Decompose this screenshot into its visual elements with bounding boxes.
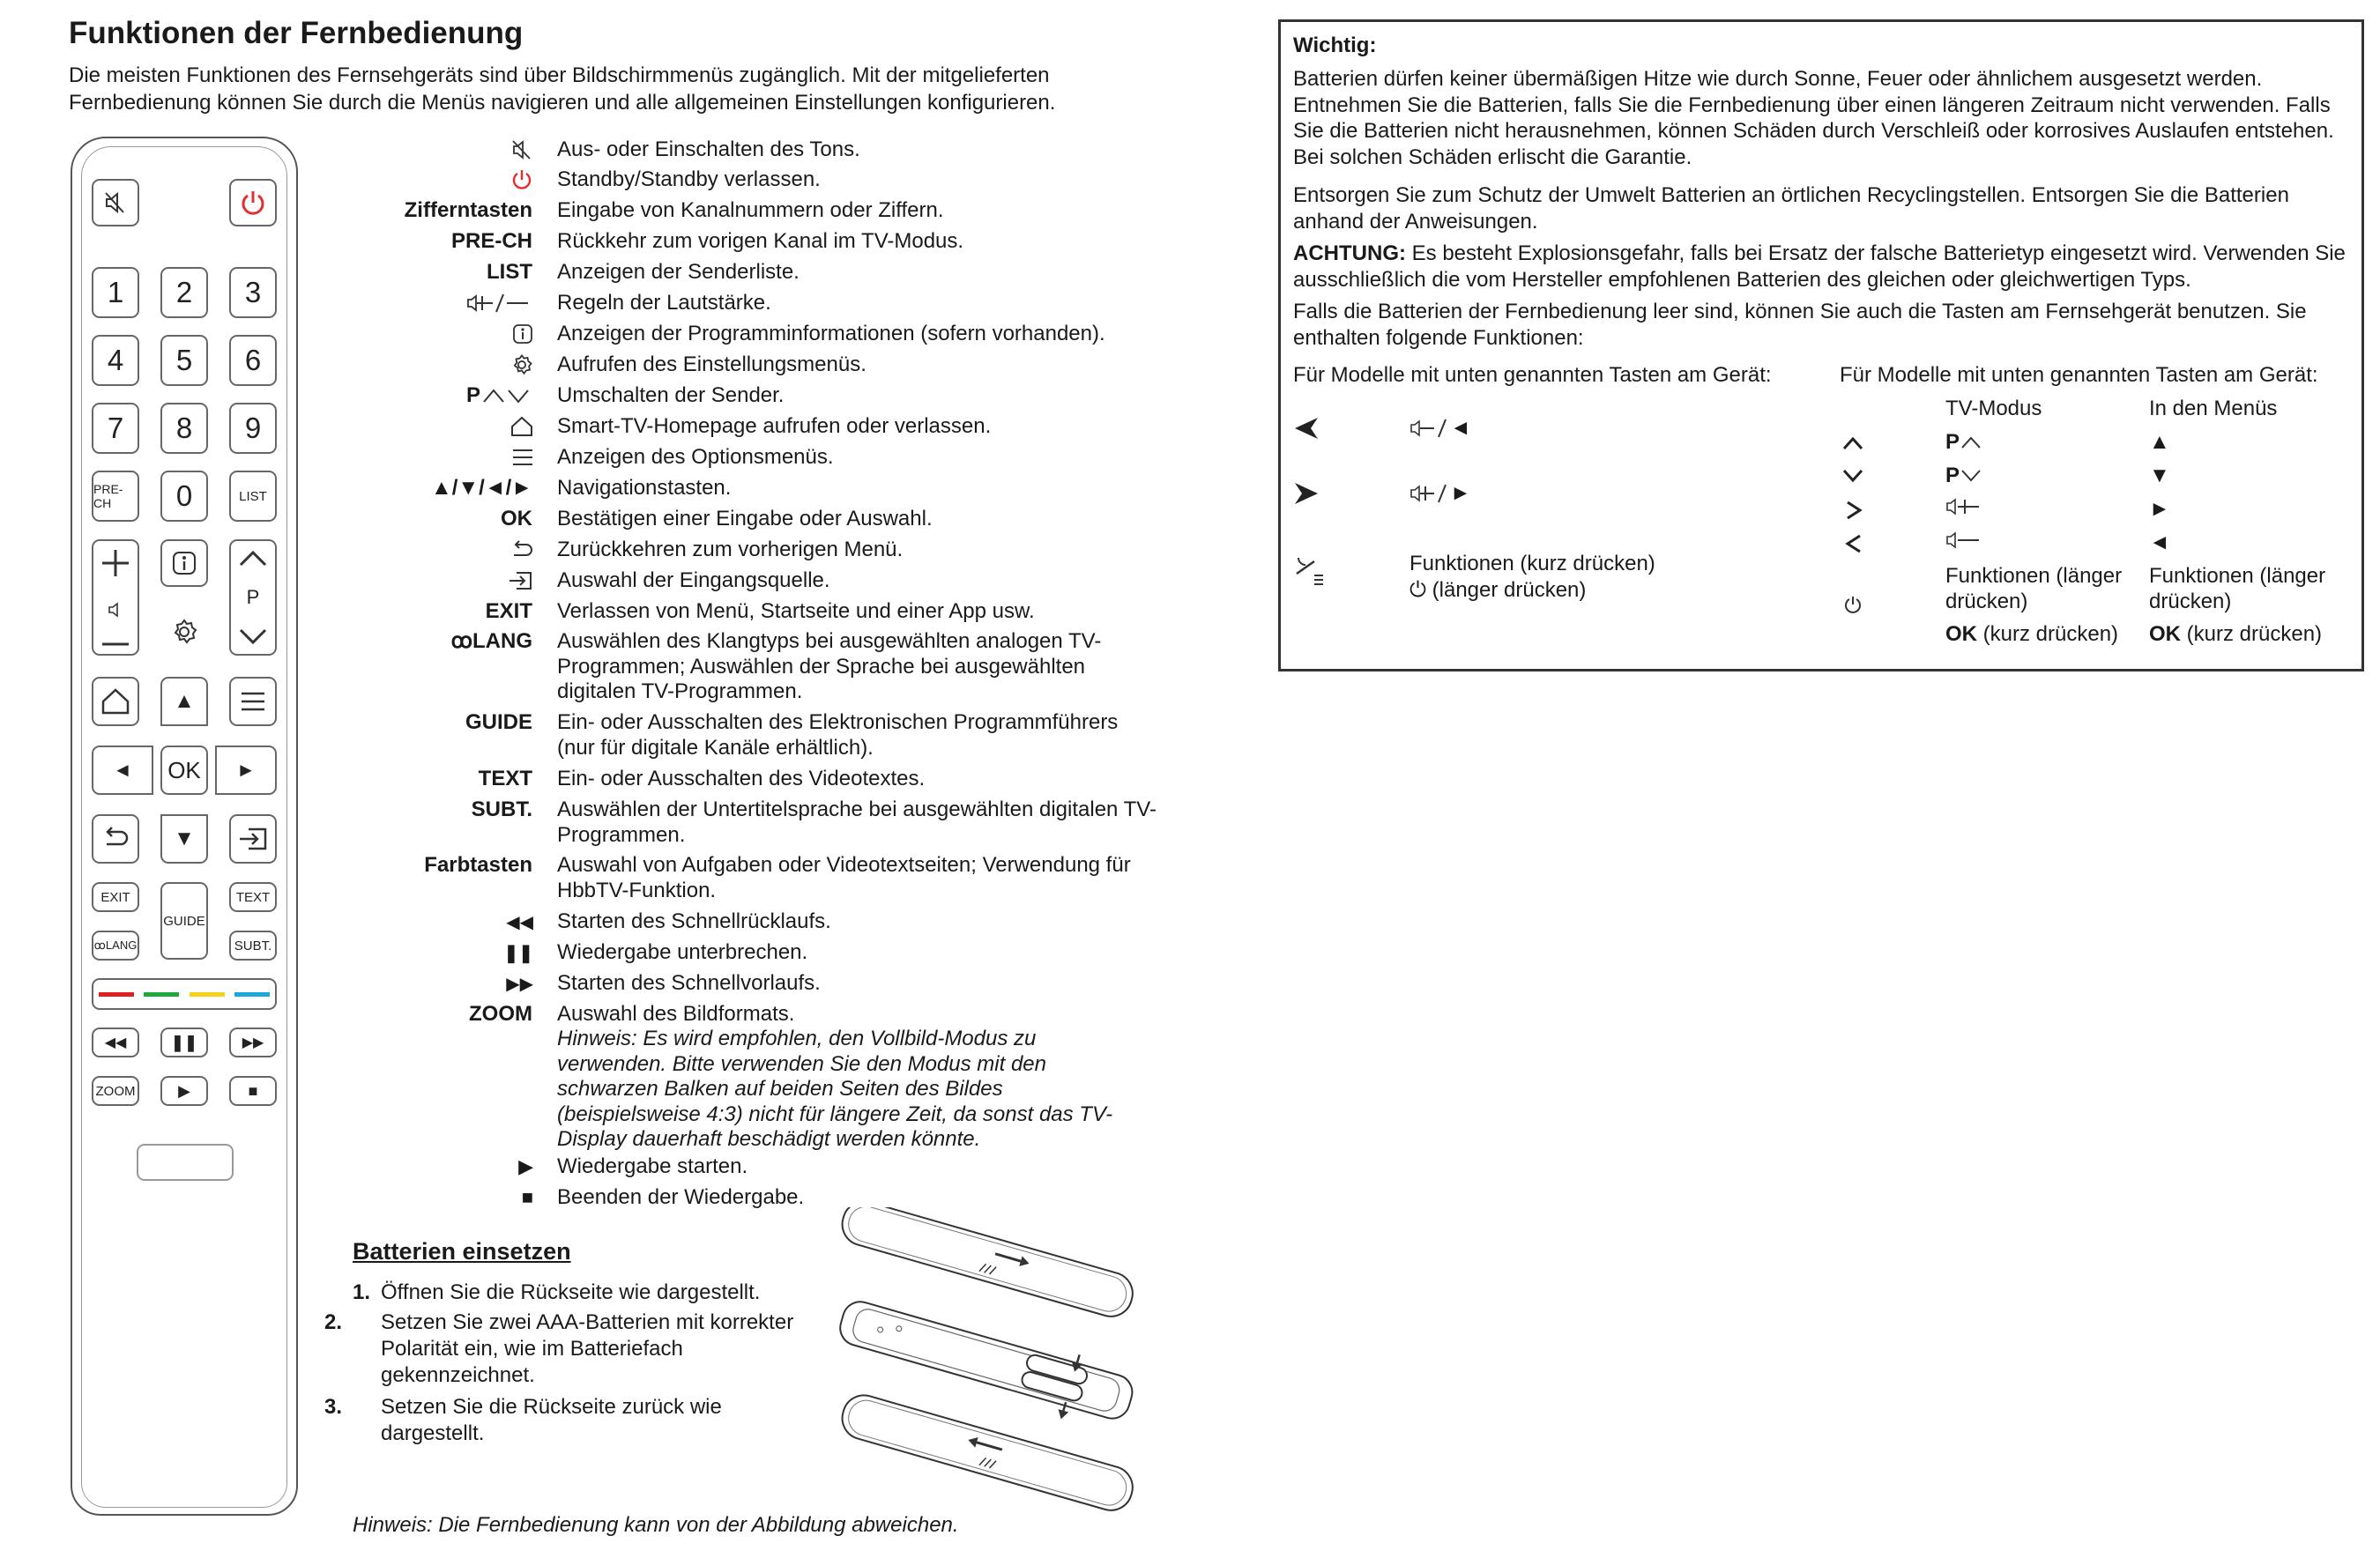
green-key[interactable]	[144, 992, 179, 997]
right-row-2-menu: ▼	[2149, 464, 2170, 487]
batteries-heading: Batterien einsetzen	[353, 1238, 571, 1265]
logo-plate	[137, 1144, 234, 1181]
battery-step-1: 1. Öffnen Sie die Rückseite wie dargestellt.	[353, 1280, 761, 1304]
channel-label: P	[246, 586, 260, 608]
right-row-3-menu: ►	[2149, 497, 2170, 521]
left-row-2: ►	[1409, 480, 1471, 506]
mute-icon	[102, 189, 129, 216]
key-4[interactable]: 4	[92, 335, 139, 386]
important-p3: ACHTUNG: Es besteht Explosionsgefahr, falls bei Ersatz der falsche Batterietyp eingesetzt wird. Verwenden Sie ausschließlich die vom Hersteller empfohlenen Batterien des gleichen oder gleichwertigen Typs.	[1293, 241, 2346, 292]
lang-button[interactable]: ꝏLANG	[92, 931, 139, 961]
input-icon	[238, 826, 268, 852]
home-button[interactable]	[92, 677, 139, 726]
important-panel	[1278, 19, 2364, 671]
desc-info: Anzeigen der Programminformationen (sofern vorhanden).	[557, 322, 1105, 345]
arrow-left-icon	[1293, 415, 1320, 441]
stop-icon: ■	[521, 1186, 533, 1208]
key-0[interactable]: 0	[160, 471, 208, 522]
right-func-menu: Funktionen (länger drücken)	[2149, 564, 2326, 613]
fast-forward-icon: ▶▶	[506, 974, 533, 994]
key-color: Farbtasten	[424, 853, 532, 877]
key-2[interactable]: 2	[160, 267, 208, 318]
desc-exit: Verlassen von Menü, Startseite und einer App usw.	[557, 599, 1035, 623]
pause-icon: ❚❚	[503, 943, 533, 963]
left-row-1: ◄	[1409, 415, 1471, 441]
battery-step-3: 3. Setzen Sie die Rückseite zurück wie dargestellt.	[324, 1395, 722, 1445]
left-func-long: ⏻ (länger drücken)	[1409, 578, 1587, 602]
home-icon	[494, 414, 533, 439]
desc-prech: Rückkehr zum vorigen Kanal im TV-Modus.	[557, 229, 964, 253]
exit-button[interactable]: EXIT	[92, 882, 139, 912]
blue-key[interactable]	[234, 992, 270, 997]
important-heading: Wichtig:	[1293, 33, 1377, 57]
back-icon	[101, 827, 130, 851]
list-button[interactable]: LIST	[229, 471, 277, 522]
prech-button[interactable]: PRE-CH	[92, 471, 139, 522]
desc-channel: Umschalten der Sender.	[557, 383, 785, 407]
important-p1: Batterien dürfen keiner übermäßigen Hitze wie durch Sonne, Feuer oder ähnlichem ausgesetzt werden. Entnehmen Sie die Batterien, falls Sie die Fernbedienung über einen längeren Zeitraum nicht verwenden. Falls Sie die Batterien nicht herausnehmen, können Schäden durch Verschleiß oder korrosives Auslaufen entstehen. Bei solchen Schäden erlischt die Garantie.	[1293, 67, 2334, 169]
desc-settings: Aufrufen des Einstellungsmenüs.	[557, 352, 866, 376]
left-func-short: Funktionen (kurz drücken)	[1409, 552, 1655, 575]
volume-rocker[interactable]	[92, 539, 139, 656]
zoom-note: Hinweis: Es wird empfohlen, den Vollbild-Modus zu verwenden. Bitte verwenden Sie den Modus mit den schwarzen Balken auf beiden Seiten des Bildes (beispielsweise 4:3) nicht für längere Zeit, da sonst das TV-Display dauerhaft beschädigt werden könnte.	[557, 1027, 1113, 1151]
key-subt: SUBT.	[471, 798, 532, 821]
desc-digits: Eingabe von Kanalnummern oder Ziffern.	[557, 198, 944, 222]
key-exit: EXIT	[485, 599, 532, 623]
rewind-icon: ◀◀	[104, 1035, 127, 1050]
input-icon	[494, 568, 533, 593]
red-key[interactable]	[99, 992, 134, 997]
desc-subt: Auswählen der Untertitelsprache bei ausgewählten digitalen TV-Programmen.	[557, 798, 1157, 847]
gear-icon	[494, 352, 533, 377]
desc-power: Standby/Standby verlassen.	[557, 167, 821, 191]
info-button[interactable]	[160, 539, 208, 587]
volume-icon	[458, 291, 533, 315]
desc-text: Ein- oder Ausschalten des Videotextes.	[557, 767, 926, 790]
desc-rewind: Starten des Schnellrücklaufs.	[557, 909, 831, 933]
power-icon	[494, 167, 533, 192]
menu-icon	[240, 691, 266, 712]
subt-button[interactable]: SUBT.	[229, 931, 277, 961]
desc-volume: Regeln der Lautstärke.	[557, 291, 771, 315]
power-button[interactable]	[229, 179, 277, 226]
power-icon	[239, 189, 267, 217]
important-p4: Falls die Batterien der Fernbedienung leer sind, können Sie auch die Tasten am Fernsehgerät benutzen. Sie enthalten folgende Funktionen:	[1293, 300, 2307, 350]
key-6[interactable]: 6	[229, 335, 277, 386]
right-row-1-menu: ▲	[2149, 430, 2170, 454]
back-icon	[494, 538, 533, 562]
joystick-icon	[1293, 554, 1328, 590]
right-row-4-menu: ◄	[2149, 530, 2170, 554]
nav-up-button[interactable]: ▲	[160, 677, 208, 726]
key-7[interactable]: 7	[92, 403, 139, 454]
minus-icon	[100, 642, 130, 647]
power-icon	[1843, 595, 1863, 614]
right-row-2-tv: P	[1945, 463, 1982, 488]
battery-illustration	[824, 1207, 1159, 1516]
home-icon	[100, 687, 130, 716]
desc-options: Anzeigen des Optionsmenüs.	[557, 445, 834, 469]
speaker-icon	[108, 602, 123, 618]
key-zoom: ZOOM	[469, 1002, 532, 1026]
zoom-button[interactable]: ZOOM	[92, 1076, 139, 1106]
text-button[interactable]: TEXT	[229, 882, 277, 912]
nav-right-button[interactable]: ►	[215, 746, 277, 795]
mute-icon	[494, 137, 533, 162]
arrow-right-icon	[1293, 480, 1320, 507]
chevron-down-icon	[1960, 468, 1982, 484]
guide-button[interactable]: GUIDE	[160, 882, 208, 960]
desc-navigation: Navigationstasten.	[557, 476, 732, 500]
caret-left-icon	[1843, 533, 1864, 554]
right-ok-tv: OK (kurz drücken)	[1945, 622, 2119, 646]
play-icon: ▶	[178, 1081, 190, 1100]
rewind-icon: ◀◀	[506, 912, 533, 932]
right-row-3-tv	[1945, 496, 1986, 523]
play-icon: ▶	[518, 1155, 533, 1177]
rewind-button[interactable]	[92, 1028, 139, 1057]
key-digits: Zifferntasten	[404, 198, 532, 222]
right-row-1-tv: P	[1945, 429, 1982, 455]
col-menus: In den Menüs	[2149, 397, 2278, 420]
pause-icon: ❚❚	[170, 1033, 198, 1051]
page-title: Funktionen der Fernbedienung	[69, 16, 524, 50]
key-prech: PRE-CH	[450, 229, 532, 253]
caret-up-icon	[1841, 434, 1864, 452]
desc-pause: Wiedergabe unterbrechen.	[557, 940, 808, 964]
volume-up-icon	[1945, 496, 1986, 517]
key-8[interactable]: 8	[160, 403, 208, 454]
desc-stop: Beenden der Wiedergabe.	[557, 1185, 805, 1209]
key-9[interactable]: 9	[229, 403, 277, 454]
pause-button[interactable]	[160, 1028, 208, 1057]
intro-text: Die meisten Funktionen des Fernsehgeräts sind über Bildschirmmenüs zugänglich. Mit der mitgelieferten Fernbedienung können Sie durch die Menüs navigieren und alle allgemeinen Einstellungen konfigurieren.	[69, 63, 1056, 115]
volume-down-icon	[1409, 418, 1450, 439]
desc-back: Zurückkehren zum vorherigen Menü.	[557, 538, 904, 561]
desc-list: Anzeigen der Senderliste.	[557, 260, 800, 284]
right-ok-menu: OK (kurz drücken)	[2149, 622, 2323, 646]
menu-icon	[494, 445, 533, 470]
desc-color: Auswahl von Aufgaben oder Videotextseiten; Verwendung für HbbTV-Funktion.	[557, 853, 1131, 902]
stop-icon: ■	[248, 1081, 258, 1100]
plus-icon	[100, 548, 130, 578]
caret-right-icon	[1843, 500, 1864, 521]
desc-ok: Bestätigen einer Eingabe oder Auswahl.	[557, 507, 933, 530]
caret-down-icon	[1841, 467, 1864, 485]
desc-input: Auswahl der Eingangsquelle.	[557, 568, 830, 592]
desc-mute: Aus- oder Einschalten des Tons.	[557, 137, 860, 161]
right-row-4-tv	[1945, 530, 1986, 557]
col-tv-mode: TV-Modus	[1945, 397, 2042, 420]
mute-button[interactable]	[92, 179, 139, 226]
right-model-heading: Für Modelle mit unten genannten Tasten am Gerät:	[1840, 363, 2318, 387]
left-model-heading: Für Modelle mit unten genannten Tasten am Gerät:	[1293, 363, 1772, 387]
desc-lang: Auswählen des Klangtyps bei ausgewählten analogen TV-Programmen; Auswählen der Sprache bei ausgewählten digitalen TV-Programmen.	[557, 629, 1102, 703]
menu-button[interactable]	[229, 677, 277, 726]
volume-up-icon	[1409, 483, 1450, 504]
key-navigation: ▲/▼/◄/►	[430, 476, 532, 500]
key-list: LIST	[487, 260, 532, 284]
chevron-down-icon	[238, 627, 268, 647]
desc-play: Wiedergabe starten.	[557, 1154, 748, 1178]
info-icon	[494, 322, 533, 346]
nav-left-button[interactable]: ◄	[92, 746, 153, 795]
input-button[interactable]	[229, 814, 277, 864]
channel-icon: P	[458, 383, 533, 408]
back-button[interactable]	[92, 814, 139, 864]
battery-step-2: 2. Setzen Sie zwei AAA-Batterien mit korrekter Polarität ein, wie im Batteriefach gekennzeichnet.	[324, 1310, 794, 1387]
fast-forward-icon: ▶▶	[242, 1035, 264, 1050]
desc-zoom: Auswahl des Bildformats.	[557, 1002, 795, 1026]
chevron-up-icon	[238, 548, 268, 568]
channel-rocker[interactable]	[229, 539, 277, 656]
key-guide: GUIDE	[465, 710, 532, 734]
settings-button[interactable]	[160, 608, 208, 656]
right-func-tv: Funktionen (länger drücken)	[1945, 564, 2123, 613]
desc-fast-forward: Starten des Schnellvorlaufs.	[557, 971, 821, 995]
key-5[interactable]: 5	[160, 335, 208, 386]
play-button[interactable]	[160, 1076, 208, 1106]
desc-home: Smart-TV-Homepage aufrufen oder verlassen.	[557, 414, 992, 438]
desc-guide: Ein- oder Ausschalten des Elektronischen Programmführers (nur für digitale Kanäle erhältlich).	[557, 710, 1119, 760]
color-keys	[92, 978, 277, 1010]
important-p2: Entsorgen Sie zum Schutz der Umwelt Batterien an örtlichen Recyclingstellen. Entsorgen Sie die Batterien anhand der Anweisungen.	[1293, 183, 2289, 234]
key-1[interactable]: 1	[92, 267, 139, 318]
fast-forward-button[interactable]	[229, 1028, 277, 1057]
ok-button[interactable]: OK	[160, 746, 208, 795]
gear-icon	[170, 618, 198, 646]
batteries-note: Hinweis: Die Fernbedienung kann von der Abbildung abweichen.	[353, 1513, 959, 1537]
key-text: TEXT	[478, 767, 532, 790]
key-ok: OK	[501, 507, 532, 530]
chevron-up-icon	[1960, 434, 1982, 450]
stop-button[interactable]	[229, 1076, 277, 1106]
volume-down-icon	[1945, 530, 1986, 551]
key-lang: ꝏLANG	[450, 629, 532, 653]
yellow-key[interactable]	[190, 992, 225, 997]
nav-down-button[interactable]: ▼	[160, 814, 208, 864]
info-icon	[171, 550, 197, 576]
key-3[interactable]: 3	[229, 267, 277, 318]
